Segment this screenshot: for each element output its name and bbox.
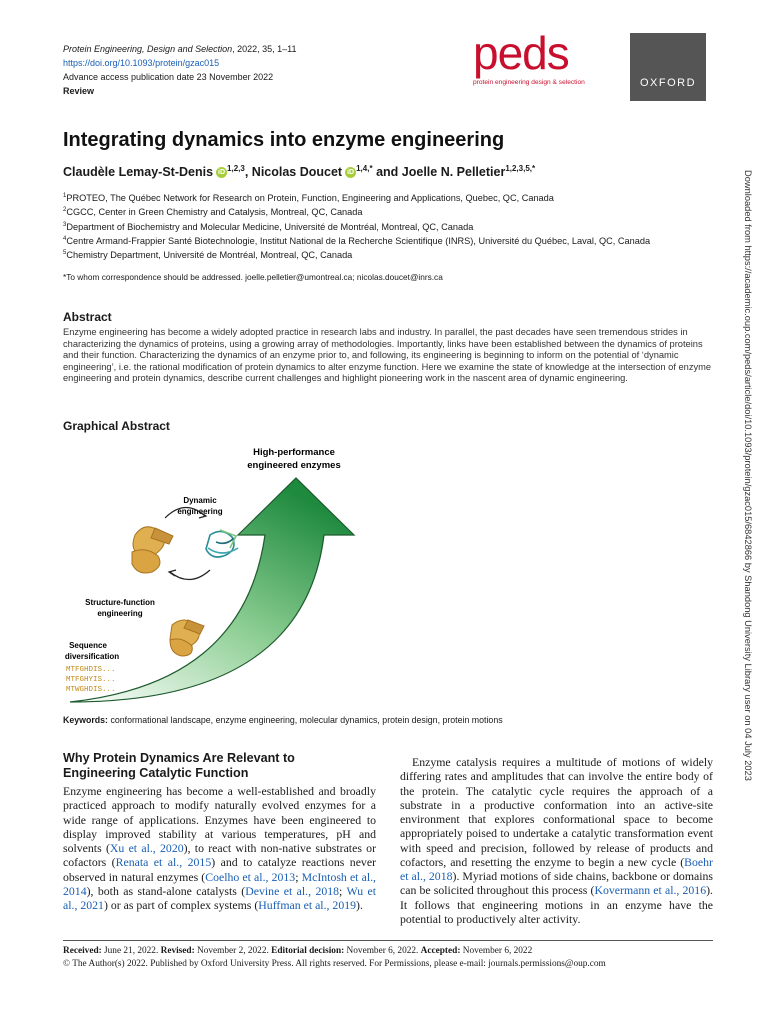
graphical-abstract-heading: Graphical Abstract [63, 419, 170, 433]
affiliation-item: $^5$Chemistry Department, Université de Montréal, Montreal, QC, Canada [63, 250, 353, 261]
download-watermark [741, 170, 755, 1000]
author-3: Joelle N. Pelletier [401, 165, 506, 180]
citation-link[interactable]: McIntosh et al., 2014 [63, 869, 377, 898]
author-1-affil: 1,2,3 [227, 164, 245, 173]
journal-citation: , 2022, 35, 1–11 [232, 44, 297, 54]
oxford-wordmark: OXFORD [639, 77, 697, 89]
affiliations [63, 190, 703, 262]
ga-label-top-2: engineered enzymes [247, 460, 341, 471]
citation-link[interactable]: Huffman et al., 2019 [258, 898, 357, 912]
ga-label-top-1: High-performance [253, 447, 335, 458]
journal-name: Protein Engineering, Design and Selection [63, 44, 233, 54]
protein-structure-gold-2 [170, 620, 204, 656]
oxford-logo [630, 33, 706, 101]
download-note: Downloaded from https://academic.oup.com/peds/article/doi/10.1093/protein/gzac015/6842866 by Shandong University Library user on 04 July 2023 [743, 170, 753, 781]
ga-label-sequence-2: diversification [64, 652, 120, 661]
protein-structure-gold-1 [132, 527, 173, 573]
citation-link[interactable]: Coelho et al., 2013 [205, 869, 296, 884]
peds-wordmark: peds [473, 27, 569, 79]
affiliation-item: $^4$Centre Armand-Frappier Santé Biotechnologie, Institut National de la Recherche Scientifique (INRS), Université du Québec, Laval, QC, Canada [63, 236, 651, 247]
affiliation-item: $^3$Department of Biochemistry and Molecular Medicine, Université de Montréal, Montreal, QC, Canada [63, 221, 474, 232]
orcid-icon[interactable]: iD [347, 169, 355, 177]
journal-header [63, 42, 297, 98]
doi-link[interactable]: https://doi.org/10.1093/protein/gzac015 [63, 58, 220, 68]
ga-label-structure-2: engineering [97, 609, 143, 618]
cycle-arrow-icon [170, 570, 210, 580]
footer-divider [63, 940, 713, 941]
body-column-right [400, 755, 713, 926]
ga-sequence-2: MTFGHYIS... [66, 676, 116, 684]
citation-link[interactable]: Xu et al., 2020 [109, 841, 184, 855]
citation-link[interactable]: Kovermann et al., 2016 [594, 883, 707, 898]
body-paragraph: Enzyme catalysis requires a multitude of motions of widely differing rates and amplitudes that can involve the entire body of the protein. The catalytic cycle requires the approach of a substrate in a productive conformation into an active-site environment that explores conformational space to become appropriately poised to undertake a catalytic transformation event with speed and precision, followed by release of products and cofactors, and resetting the enzyme to begin a new cycle (Boehr et al., 2018). Myriad motions of side chains, backbone or domains can be solicited throughout this process (Kovermann et al., 2016). It follows that engineering motions in an enzyme have the potential to productively alter activity. [400, 755, 714, 926]
article-title: Integrating dynamics into enzyme engineering [63, 129, 505, 151]
keywords-text: conformational landscape, enzyme engineering, molecular dynamics, protein design, protein motions [110, 715, 503, 725]
ga-label-sequence-1: Sequence [69, 641, 107, 650]
ga-sequence-1: MTFGHDIS... [66, 666, 116, 674]
citation-link[interactable]: Renata et al., 2015 [115, 855, 212, 870]
access-date: Advance access publication date 23 November 2022 [63, 72, 274, 82]
section-heading: Why Protein Dynamics Are Relevant to Engineering Catalytic Function [63, 751, 295, 780]
author-line: Claudèle Lemay-St-Denis iD $^{1,2,3}$, Nicolas Doucet iD $^{1,4,*}$ and Joelle N. Pelletier$^{1,2,3,5,*}$ [63, 164, 536, 180]
citation-link[interactable]: Wu et al., 2021 [63, 883, 377, 912]
author-2: Nicolas Doucet [251, 165, 343, 180]
body-paragraph: Enzyme engineering has become a well-established and broadly practiced approach to modify naturally evolved enzymes for a wide range of applications. Enzymes have been engineered to display improved stability at various temperatures, pH and solvents (Xu et al., 2020), to react with non-native substrates or cofactors (Renata et al., 2015) and to catalyze reactions never observed in natural enzymes (Coelho et al., 2013; McIntosh et al., 2014), both as stand-alone catalysts (Devine et al., 2018; Wu et al., 2021) or as part of complex systems (Huffman et al., 2019). [63, 784, 377, 912]
ga-label-dynamic-2: engineering [177, 507, 223, 516]
footer [63, 945, 606, 971]
author-3-affil: 1,2,3,5,* [505, 164, 536, 173]
orcid-icon[interactable]: iD [218, 169, 226, 177]
author-1: Claudèle Lemay-St-Denis [63, 165, 214, 180]
ga-sequence-3: MTWGHDIS... [66, 686, 116, 694]
author-2-affil: 1,4,* [356, 164, 373, 173]
body-column-left [63, 784, 376, 912]
keywords-label: Keywords: [63, 715, 108, 725]
keywords [63, 715, 503, 725]
peds-tagline: protein engineering design & selection [473, 79, 585, 86]
ga-label-dynamic-1: Dynamic [183, 496, 217, 505]
protein-structure-teal [206, 530, 238, 557]
correspondence-note: *To whom correspondence should be addressed. joelle.pelletier@umontreal.ca; nicolas.doucet@inrs.ca [63, 272, 443, 282]
affiliation-item: $^1$PROTEO, The Québec Network for Research on Protein, Function, Engineering and Applications, Quebec, QC, Canada [63, 193, 554, 204]
graphical-abstract-figure [60, 440, 380, 710]
citation-link[interactable]: Devine et al., 2018 [245, 883, 340, 898]
citation-link[interactable]: Boehr et al., 2018 [400, 854, 713, 883]
abstract-text: Enzyme engineering has become a widely adopted practice in research labs and industry. In parallel, the past decades have seen tremendous strides in characterizing the dynamics of proteins, using a growing array of methodologies. Importantly, links have been established between the dynamics of proteins and their function. Characterizing the dynamics of an enzyme prior to, and following, its engineering is beginning to inform on the potential of ‘dynamic engineering’, i.e. the rational modification of protein dynamics to alter enzyme function. Here we examine the state of knowledge at the intersection of enzyme engineering and protein dynamics, describe current challenges and highlight pioneering work in the nascent area of dynamic engineering. [63, 327, 712, 384]
history-line: Received: June 21, 2022. Revised: November 2, 2022. Editorial decision: November 6, 2022. Accepted: November 6, 2022 [63, 946, 533, 956]
ga-label-structure-1: Structure-function [85, 598, 155, 607]
copyright-line: © The Author(s) 2022. Published by Oxford University Press. All rights reserved. For Permissions, please e-mail: journals.permissions@oup.com [63, 959, 606, 969]
affiliation-item: $^2$CGCC, Center in Green Chemistry and Catalysis, Montreal, QC, Canada [63, 207, 363, 218]
author-and: and [376, 165, 399, 180]
peds-logo [473, 27, 623, 100]
abstract-heading: Abstract [63, 310, 112, 324]
article-type: Review [63, 86, 95, 96]
